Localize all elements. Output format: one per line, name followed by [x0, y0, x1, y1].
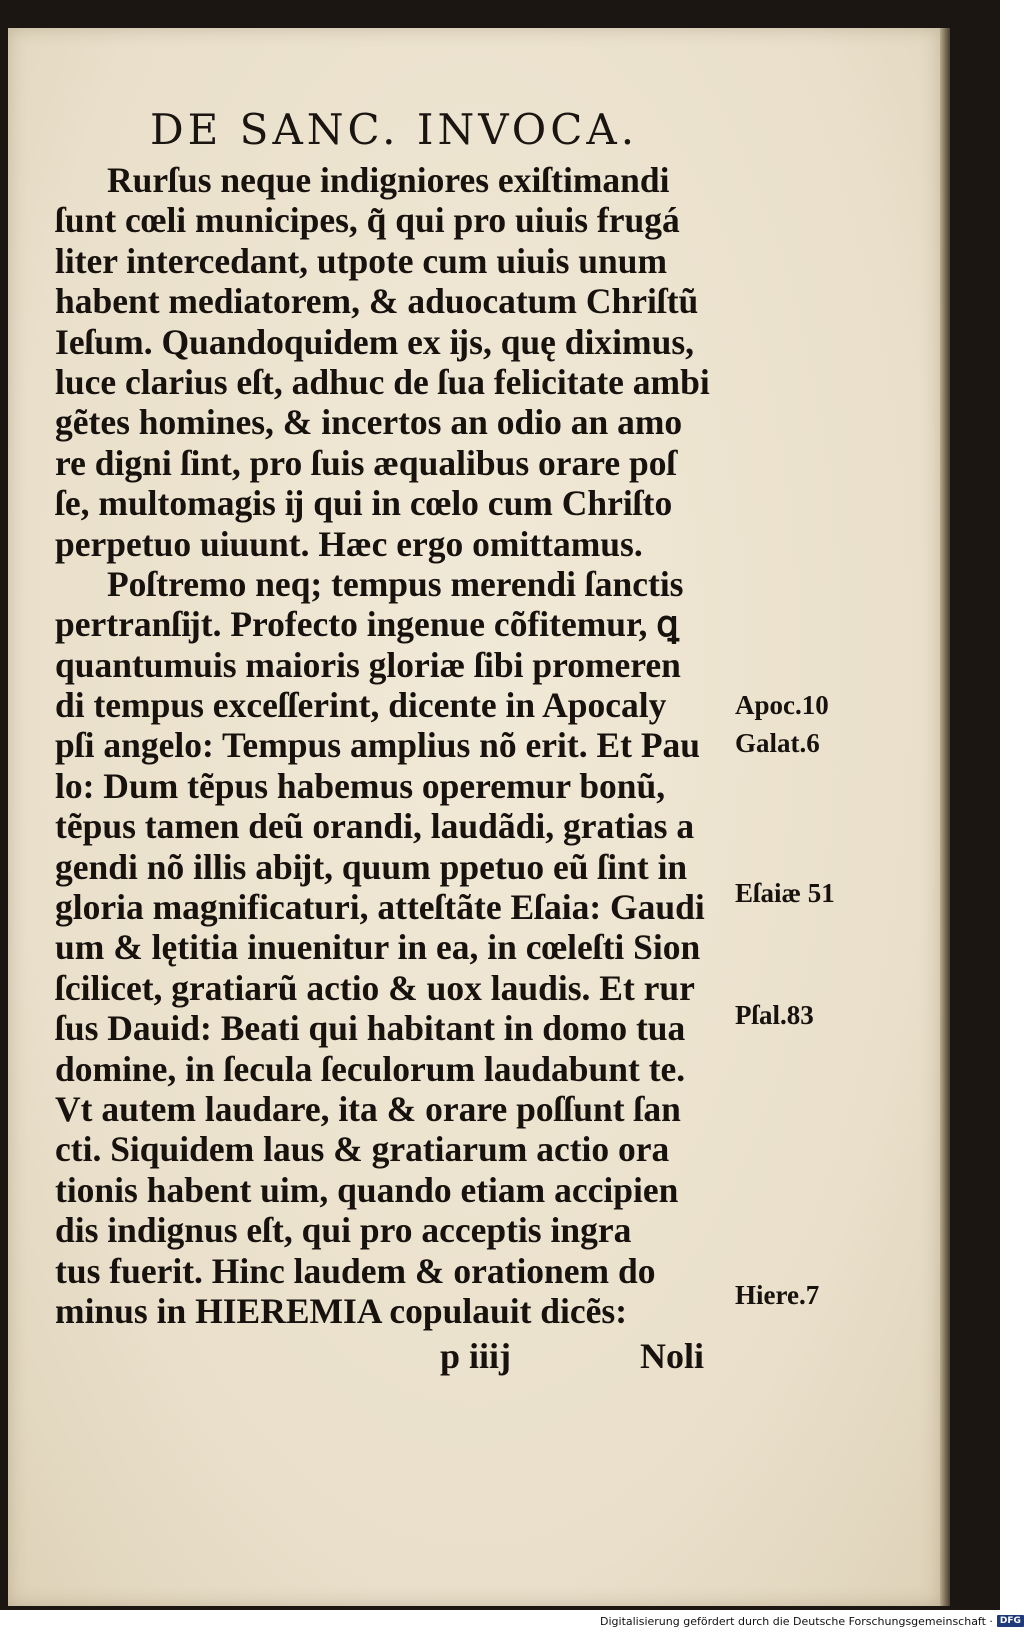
text-line: tionis habent uim, quando etiam accipien: [55, 1169, 679, 1210]
text-line: di tempus exceſſerint, dicente in Apocaly: [55, 685, 667, 726]
text-line: liter intercedant, utpote cum uiuis unum: [55, 240, 668, 281]
text-line: tus fuerit. Hinc laudem & orationem do: [55, 1250, 656, 1291]
text-line: ſcilicet, gratiarũ actio & uox laudis. Et rur: [55, 967, 695, 1008]
text-line: Ieſum. Quandoquidem ex ĳs, quę diximus,: [55, 321, 695, 362]
text-line: quantumuis maioris gloriæ ſibi promeren: [55, 644, 681, 685]
text-line: dis indignus eſt, qui pro acceptis ingra: [55, 1210, 632, 1251]
body-text: [55, 160, 735, 1331]
text-line: domine, in ſecula ſeculorum laudabunt te.: [55, 1048, 686, 1089]
text-line: ſe, multomagis ĳ qui in cœlo cum Chriſto: [55, 483, 673, 524]
signature-mark: p iiij: [440, 1336, 512, 1376]
text-line: gloria magnificaturi, atteſtãte Eſaia: Gaudi: [55, 887, 705, 928]
text-line: ſunt cœli municipes, q̃ qui pro uiuis frugá: [55, 200, 680, 241]
marginal-note: Pſal.83: [735, 1000, 814, 1030]
text-line: lo: Dum tẽpus habemus operemur bonũ,: [55, 765, 666, 806]
marginal-note: Galat.6: [735, 728, 820, 758]
text-line: cti. Siquidem laus & gratiarum actio ora: [55, 1129, 670, 1170]
text-line: Rurſus neque indigniores exiſtimandi: [107, 160, 670, 200]
text-line: minus in HIEREMIA copulauit dicẽs:: [55, 1290, 628, 1331]
credit-text: Digitalisierung gefördert durch die Deutsche Forschungsgemeinschaft ·: [600, 1614, 993, 1628]
marginal-note: Hiere.7: [735, 1280, 820, 1310]
text-line: habent mediatorem, & aduocatum Chriſtũ: [55, 281, 699, 322]
dfg-logo: DFG: [997, 1615, 1024, 1627]
page-edge: [940, 28, 950, 1606]
text-line: Poſtremo neq; tempus merendi ſanctis: [107, 563, 684, 604]
marginal-note: Apoc.10: [735, 690, 829, 720]
text-line: Vt autem laudare, ita & orare poſſunt ſan: [55, 1088, 681, 1129]
text-line: pertranſĳt. Profecto ingenue cõfitemur, ꝗ: [55, 604, 679, 645]
digitization-credit: [600, 1612, 1024, 1630]
text-line: um & lętitia inuenitur in ea, in cœleſti Sion: [55, 927, 701, 968]
text-line: gẽtes homines, & incertos an odio an amo: [55, 402, 683, 443]
catchword: Noli: [640, 1336, 705, 1376]
text-line: ſus Dauid: Beati qui habitant in domo tua: [55, 1008, 686, 1049]
running-head: DE SANC. INVOCA.: [150, 105, 639, 154]
text-line: re digni ſint, pro ſuis æqualibus orare poſ: [55, 442, 677, 483]
text-line: perpetuo uiuunt. Hæc ergo omittamus.: [55, 523, 643, 564]
text-line: tẽpus tamen deũ orandi, laudãdi, gratias a: [55, 806, 695, 847]
text-line: pſi angelo: Tempus amplius nõ erit. Et Pau: [55, 725, 701, 766]
text-line: gendi nõ illis abĳt, quum ppetuo eũ ſint in: [55, 846, 688, 887]
marginal-note: Eſaiæ 51: [735, 878, 835, 908]
text-line: luce clarius eſt, adhuc de ſua felicitate ambi: [55, 361, 710, 402]
